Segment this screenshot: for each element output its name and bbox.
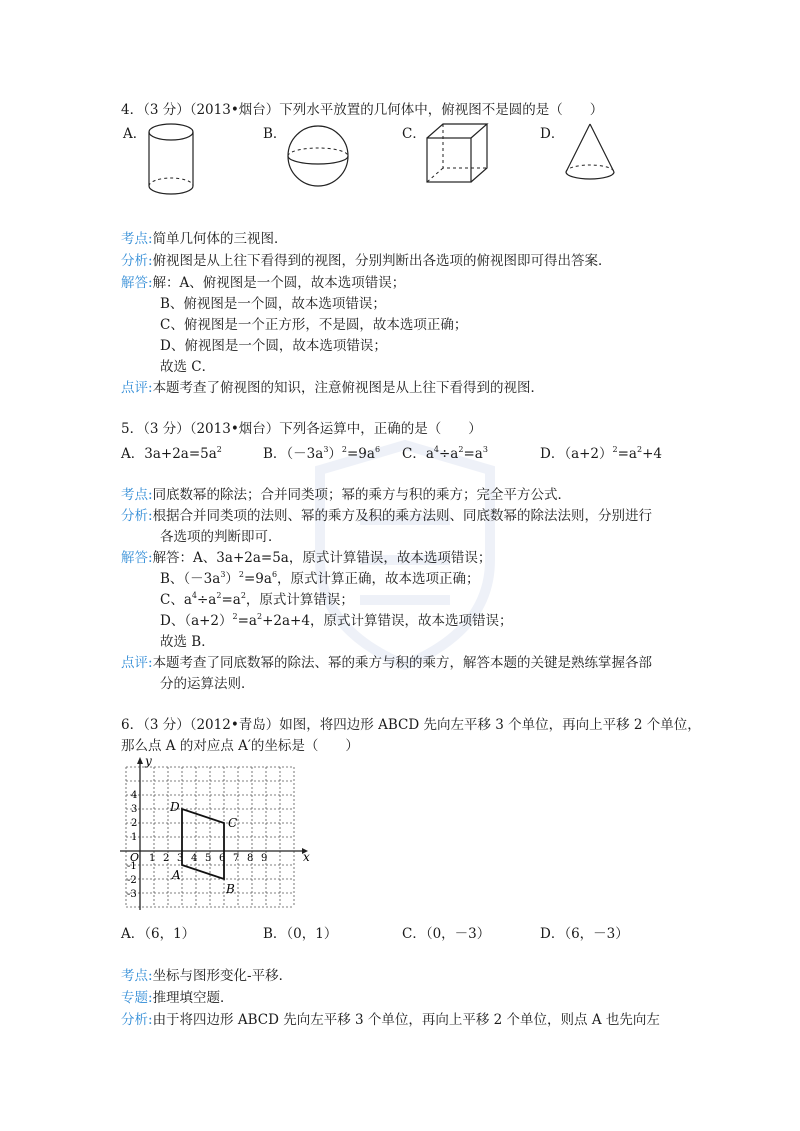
q5-jieda-line4: D、$(a+2)^2=a^2+2a+4$，原式计算错误，故本选项错误； (160, 612, 513, 629)
x-axis-label: x (303, 850, 310, 864)
point-c-label: C (228, 816, 238, 830)
y-axis-label: y (145, 755, 152, 768)
q4-jieda-line3: C、俯视图是一个正方形，不是圆，故本选项正确； (160, 317, 468, 333)
x-tick: 4 (191, 853, 198, 864)
q6-stem-line1: 6．（3 分）（2012•青岛）如图，将四边形 ABCD 先向左平移 3 个单位，再向上平移 2 个单位， (121, 717, 701, 733)
quadrilateral-abcd (182, 809, 224, 879)
q5-option-a: A．$3a+2a=5a^2$ (121, 445, 222, 462)
x-tick: 6 (219, 853, 226, 864)
q6-fenxi-label: 分析: (121, 1012, 153, 1028)
y-tick: -1 (127, 861, 137, 872)
q4-option-b-label: B． (263, 126, 287, 142)
q5-stem: 5．（3 分）（2013•烟台）下列各运算中，正确的是（ ） (121, 421, 482, 437)
q6-option-d: D．（6，－3） (540, 926, 629, 942)
q4-option-d-label: D． (540, 126, 565, 142)
q5-kaodian-label: 考点: (121, 487, 153, 503)
point-b-label: B (226, 882, 235, 896)
y-tick: -3 (127, 889, 137, 900)
x-tick: 8 (247, 853, 254, 864)
q6-stem-line2: 那么点 A 的对应点 A′的坐标是（ ） (121, 738, 359, 754)
graph-grid (126, 767, 294, 907)
q4-kaodian: 简单几何体的三视图． (152, 231, 288, 247)
x-tick: 9 (261, 853, 268, 864)
q5-option-c: C．$a^4\div a^2=a^3$ (402, 445, 488, 462)
q5-fenxi-line1: 根据合并同类项的法则、幂的乘方及积的乘方法则、同底数幂的除法法则，分别进行 (152, 508, 653, 524)
q4-option-a-label: A． (123, 126, 147, 142)
cylinder-figure (140, 118, 202, 200)
y-tick: 4 (131, 790, 138, 801)
coordinate-graph (112, 755, 312, 913)
q5-option-b: B．$(-3a^3)^2=9a^6$ (263, 445, 381, 462)
origin-label: O (130, 851, 140, 864)
q4-fenxi: 俯视图是从上往下看得到的视图，分别判断出各选项的俯视图即可得出答案． (152, 253, 612, 269)
y-tick: 3 (131, 804, 138, 815)
x-tick: 5 (205, 853, 212, 864)
q6-option-b: B．（0，1） (263, 926, 338, 942)
q5-jieda-line5: 故选 B． (160, 634, 215, 650)
y-tick: 2 (131, 818, 138, 829)
q4-jieda-line1: 解：A、俯视图是一个圆，故本选项错误； (152, 275, 406, 291)
x-tick: 3 (177, 853, 184, 864)
cube-figure (421, 120, 493, 186)
q5-dianping-line2: 分的运算法则． (160, 676, 255, 692)
x-tick: 7 (233, 853, 240, 864)
point-a-label: A (172, 868, 181, 882)
q4-jieda-line5: 故选 C． (160, 359, 216, 375)
q4-option-c-label: C． (402, 126, 426, 142)
q5-jieda-line3: C、$a^4\div a^2=a^2$，原式计算错误； (160, 591, 354, 608)
q4-kaodian-label: 考点: (121, 231, 153, 247)
y-tick: -2 (127, 875, 137, 886)
q6-option-a: A．（6，1） (121, 926, 196, 942)
x-tick: 1 (149, 853, 156, 864)
q6-fenxi: 由于将四边形 ABCD 先向左平移 3 个单位，再向上平移 2 个单位，则点 A 也先向左 (152, 1012, 660, 1028)
x-tick: 2 (163, 853, 170, 864)
q6-kaodian: 坐标与图形变化-平移． (152, 968, 293, 984)
q5-jieda-label: 解答: (121, 550, 153, 566)
q4-jieda-line2: B、俯视图是一个圆，故本选项错误； (160, 296, 386, 312)
q5-option-d: D．$(a+2)^2=a^2+4$ (540, 445, 662, 462)
q6-option-c: C．（0，－3） (402, 926, 491, 942)
q6-kaodian-label: 考点: (121, 968, 153, 984)
q4-fenxi-label: 分析: (121, 253, 153, 269)
q4-stem: 4．（3 分）（2013•烟台）下列水平放置的几何体中，俯视图不是圆的是（ ） (121, 102, 604, 118)
q4-dianping: 本题考查了俯视图的知识，注意俯视图是从上往下看得到的视图． (152, 380, 545, 396)
q4-jieda-line4: D、俯视图是一个圆，故本选项错误； (160, 338, 387, 354)
q6-zhuanti-label: 专题: (121, 990, 153, 1006)
q5-jieda-line1: 解答：A、3a+2a=5a，原式计算错误，故本选项错误； (152, 550, 492, 566)
q6-zhuanti: 推理填空题． (152, 990, 234, 1006)
q4-jieda-label: 解答: (121, 275, 153, 291)
q5-fenxi-line2: 各选项的判断即可． (160, 529, 282, 545)
sphere-figure (282, 120, 354, 192)
q5-dianping-line1: 本题考查了同底数幂的除法、幂的乘方与积的乘方，解答本题的关键是熟练掌握各部 (152, 655, 653, 671)
q5-dianping-label: 点评: (121, 655, 153, 671)
q5-fenxi-label: 分析: (121, 508, 153, 524)
y-tick: 1 (131, 832, 138, 843)
cone-figure (560, 122, 620, 184)
point-d-label: D (170, 800, 180, 814)
q4-dianping-label: 点评: (121, 380, 153, 396)
q5-kaodian: 同底数幂的除法；合并同类项；幂的乘方与积的乘方；完全平方公式． (152, 487, 572, 503)
q5-jieda-line2: B、$(-3a^3)^2=9a^6$，原式计算正确，故本选项正确； (160, 570, 480, 587)
